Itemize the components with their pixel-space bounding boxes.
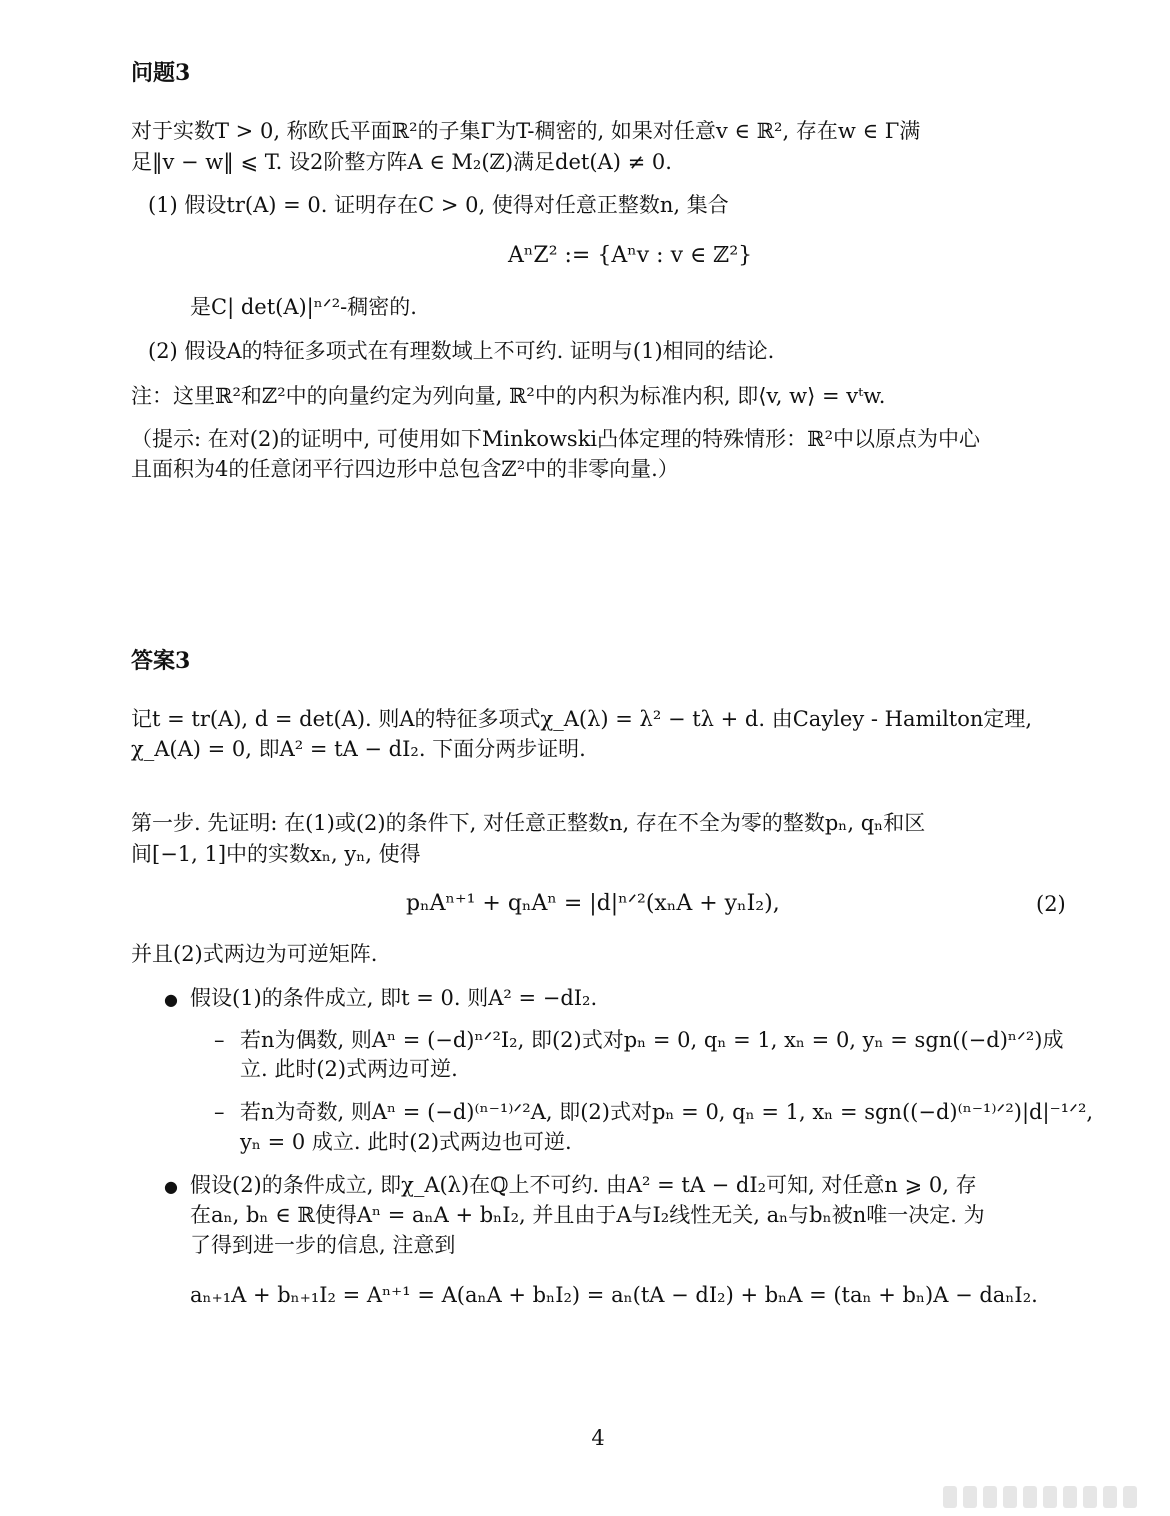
equation-2: pₙAⁿ⁺¹ + qₙAⁿ = |d|ⁿᐟ²(xₙA + yₙI₂), [406,891,780,916]
page-number: 4 [591,1426,605,1450]
case1-even-line-2: 立. 此时(2)式两边可逆. [240,1057,458,1081]
bullet-icon: ● [164,1177,178,1196]
problem-hint-line-2: 且面积为4的任意闭平行四边形中总包含ℤ²中的非零向量.） [131,457,679,481]
case1-odd-line-2: yₙ = 0 成立. 此时(2)式两边也可逆. [240,1130,572,1154]
watermark [943,1486,1157,1508]
step1-remark: 并且(2)式两边为可逆矩阵. [131,942,378,966]
answer-heading: 答案3 [131,648,191,674]
part1-equation: AⁿZ² := {Aⁿv : v ∈ ℤ²} [508,243,753,268]
dash-icon: – [214,1100,225,1124]
case1-statement: 假设(1)的条件成立, 即t = 0. 则A² = −dI₂. [190,986,598,1010]
step1-line-2: 间[−1, 1]中的实数xₙ, yₙ, 使得 [131,842,421,866]
equation-2-number: (2) [1036,892,1066,916]
case1-even-line-1: 若n为偶数, 则Aⁿ = (−d)ⁿᐟ²I₂, 即(2)式对pₙ = 0, qₙ = 1, xₙ = 0, yₙ = sgn((−d)ⁿᐟ²)成 [240,1028,1064,1052]
case2-line-3: 了得到进一步的信息, 注意到 [190,1233,456,1257]
part1-statement: (1) 假设tr(A) = 0. 证明存在C > 0, 使得对任意正整数n, 集合 [148,193,729,217]
problem-text-line-1: 对于实数T > 0, 称欧氏平面ℝ²的子集Γ为T-稠密的, 如果对任意v ∈ ℝ², 存在w ∈ Γ满 [131,119,921,143]
case1-odd-line-1: 若n为奇数, 则Aⁿ = (−d)⁽ⁿ⁻¹⁾ᐟ²A, 即(2)式对pₙ = 0, qₙ = 1, xₙ = sgn((−d)⁽ⁿ⁻¹⁾ᐟ²)|d|⁻¹ᐟ², [240,1100,1094,1124]
answer-intro-line-1: 记t = tr(A), d = det(A). 则A的特征多项式χ_A(λ) = λ² − tλ + d. 由Cayley - Hamilton定理, [131,707,1033,731]
recurrence-equation: aₙ₊₁A + bₙ₊₁I₂ = Aⁿ⁺¹ = A(aₙA + bₙI₂) = aₙ(tA − dI₂) + bₙA = (taₙ + bₙ)A − daₙI₂. [190,1283,1038,1307]
bullet-icon: ● [164,990,178,1009]
problem-heading: 问题3 [131,60,191,86]
part2-statement: (2) 假设A的特征多项式在有理数域上不可约. 证明与(1)相同的结论. [148,339,775,363]
problem-text-line-2: 足‖v − w‖ ⩽ T. 设2阶整方阵A ∈ M₂(ℤ)满足det(A) ≠ 0. [131,150,672,174]
case2-line-1: 假设(2)的条件成立, 即χ_A(λ)在ℚ上不可约. 由A² = tA − dI₂可知, 对任意n ⩾ 0, 存 [190,1173,977,1197]
problem-hint-line-1: （提示: 在对(2)的证明中, 可使用如下Minkowski凸体定理的特殊情形：ℝ²中以原点为中心 [131,427,981,451]
case2-line-2: 在aₙ, bₙ ∈ ℝ使得Aⁿ = aₙA + bₙI₂, 并且由于A与I₂线性无关, aₙ与bₙ被n唯一决定. 为 [190,1203,985,1227]
part1-conclusion: 是C| det(A)|ⁿᐟ²-稠密的. [190,295,417,319]
dash-icon: – [214,1028,225,1052]
answer-intro-line-2: χ_A(A) = 0, 即A² = tA − dI₂. 下面分两步证明. [131,737,586,761]
step1-line-1: 第一步. 先证明: 在(1)或(2)的条件下, 对任意正整数n, 存在不全为零的整数pₙ, qₙ和区 [131,811,926,835]
problem-note: 注：这里ℝ²和ℤ²中的向量约定为列向量, ℝ²中的内积为标准内积, 即⟨v, w⟩ = vᵗw. [131,384,886,408]
